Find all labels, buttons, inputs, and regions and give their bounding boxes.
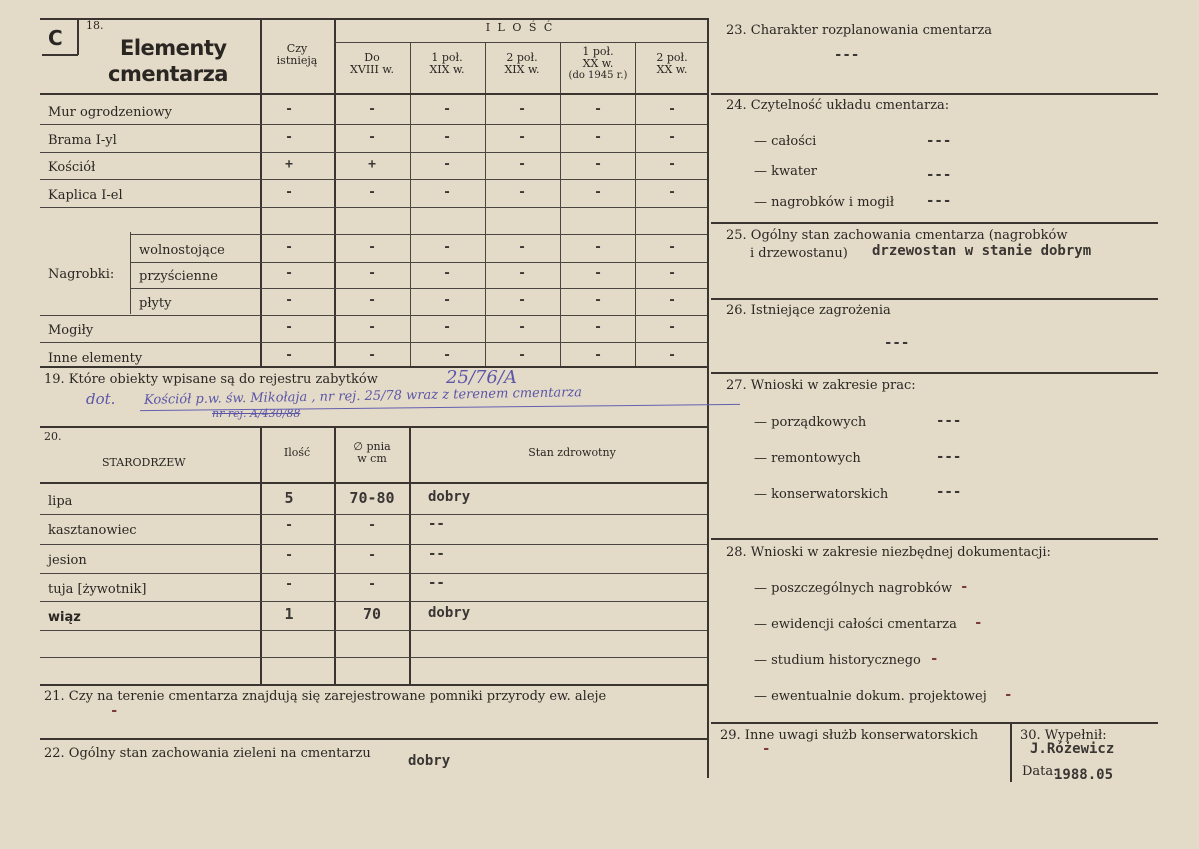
element-cell-value: -: [668, 293, 676, 308]
section-box-line: [77, 20, 79, 55]
element-row-label: Kościół: [48, 160, 96, 175]
element-row-line: [40, 207, 707, 208]
element-row-line: [131, 234, 707, 235]
element-cell-value: -: [285, 293, 293, 308]
element-row-line: [40, 342, 707, 343]
element-row-label: Mogiły: [48, 323, 94, 338]
tree-row-line: [40, 514, 707, 515]
col-line-p2: [410, 43, 411, 366]
element-cell-value: -: [594, 293, 602, 308]
tree-row-label: wiąz: [48, 610, 81, 625]
element-cell-value: -: [518, 130, 526, 145]
tree-diam-value: -: [368, 548, 376, 563]
q24-bottom: [711, 222, 1158, 224]
registry-bottom: [40, 426, 707, 428]
element-cell-value: -: [594, 266, 602, 281]
q24-item-1-value: ---: [926, 133, 952, 149]
q23-bottom: [711, 93, 1158, 95]
element-cell-value: -: [285, 185, 293, 200]
tree-row-label: lipa: [48, 494, 73, 509]
nagrobki-divider: [130, 232, 131, 314]
element-row-label: Kaplica I-el: [48, 188, 123, 203]
element-row-label: wolnostojące: [139, 243, 225, 258]
period-5-l1: 2 poł.: [656, 51, 688, 64]
elements-title-2: cmentarza: [108, 62, 228, 86]
q24-item-2-label: — kwater: [754, 164, 818, 179]
tree-count-value: -: [285, 577, 293, 592]
tree-count-value: 5: [284, 489, 294, 507]
element-row-line: [40, 315, 707, 316]
q24-label: 24. Czytelność układu cmentarza:: [726, 98, 950, 113]
q24-item-1-label: — całości: [754, 134, 817, 149]
q24-item-2-value: ---: [926, 167, 952, 183]
q27-item-2-value: ---: [936, 449, 962, 465]
header-bottom: [40, 93, 707, 95]
element-cell-value: -: [518, 240, 526, 255]
element-cell-value: -: [668, 320, 676, 335]
q21-value: -: [110, 703, 119, 719]
q22-label: 22. Ogólny stan zachowania zieleni na cmentarzu: [44, 746, 371, 761]
element-cell-value: -: [443, 102, 451, 117]
q30-date: 1988.05: [1054, 767, 1114, 783]
q27-label: 27. Wnioski w zakresie prac:: [726, 378, 916, 393]
element-row-label: Brama I-yl: [48, 133, 117, 148]
element-cell-value: -: [285, 240, 293, 255]
q27-item-1-value: ---: [936, 413, 962, 429]
element-row-line: [131, 262, 707, 263]
period-3-l2: XIX w.: [504, 63, 540, 76]
tree-row-line: [40, 544, 707, 545]
element-cell-value: -: [518, 185, 526, 200]
q24-item-3-value: ---: [926, 193, 952, 209]
element-cell-value: -: [285, 130, 293, 145]
q28-item-1-value: -: [960, 579, 969, 595]
element-cell-value: -: [518, 348, 526, 363]
element-cell-value: -: [368, 240, 376, 255]
period-1-l2: XVIII w.: [350, 63, 394, 76]
element-cell-value: +: [368, 157, 376, 172]
trees-col-diam-1: ∅ pnia: [353, 440, 391, 453]
period-3-l1: 2 poł.: [506, 51, 538, 64]
top-border-left: [40, 18, 707, 20]
element-cell-value: -: [368, 130, 376, 145]
element-cell-value: -: [368, 266, 376, 281]
element-row-line: [40, 124, 707, 125]
element-cell-value: -: [594, 130, 602, 145]
registry-hw-prefix: dot.: [86, 390, 116, 408]
period-2-l2: XIX w.: [429, 63, 465, 76]
element-cell-value: -: [594, 348, 602, 363]
trees-header-bottom: [40, 482, 707, 484]
element-cell-value: -: [594, 102, 602, 117]
element-cell-value: -: [518, 102, 526, 117]
period-4-l3: (do 1945 r.): [568, 70, 628, 81]
element-cell-value: -: [368, 293, 376, 308]
q21-bottom: [40, 738, 707, 740]
element-row-line: [40, 179, 707, 180]
q28-bottom: [711, 722, 1158, 724]
q29-label: 29. Inne uwagi służb konserwatorskich: [720, 728, 979, 743]
q27-item-2-label: — remontowych: [754, 451, 861, 466]
q25-value: drzewostan w stanie dobrym: [872, 243, 1092, 259]
q27-item-1-label: — porządkowych: [754, 415, 867, 430]
registry-hw-number: 25/76/A: [446, 367, 517, 388]
registry-label: 19. Które obiekty wpisane są do rejestru zabytków: [44, 372, 378, 387]
tree-health-value: --: [428, 516, 445, 532]
q21-label: 21. Czy na terenie cmentarza znajdują się zarejestrowane pomniki przyrody ew. aleje: [44, 689, 607, 704]
tree-diam-value: -: [368, 518, 376, 533]
tree-row-line: [40, 657, 707, 658]
element-cell-value: -: [518, 293, 526, 308]
tree-row-label: jesion: [48, 553, 87, 568]
element-row-label: Inne elementy: [48, 351, 143, 366]
trees-number: 20.: [44, 430, 62, 443]
element-row-label: Mur ogrodzeniowy: [48, 105, 172, 120]
trees-col-line-3: [409, 428, 411, 684]
tree-diam-value: -: [368, 577, 376, 592]
element-row-line: [40, 152, 707, 153]
tree-count-value: 1: [284, 605, 294, 623]
element-cell-value: -: [668, 157, 676, 172]
tree-health-value: --: [428, 575, 445, 591]
period-4-l2: XX w.: [582, 57, 614, 70]
q27-bottom: [711, 538, 1158, 540]
trees-col-diam-2: w cm: [357, 452, 387, 465]
element-row-label: przyścienne: [139, 269, 218, 284]
element-cell-value: -: [443, 293, 451, 308]
tree-row-label: kasztanowiec: [48, 523, 137, 538]
q28-item-1-label: — poszczególnych nagrobków: [754, 581, 953, 596]
section-letter: C: [48, 26, 63, 50]
q30-label: 30. Wypełnił:: [1020, 728, 1107, 743]
trees-col-line-1: [260, 428, 262, 684]
element-cell-value: -: [443, 157, 451, 172]
q26-value: ---: [884, 335, 910, 351]
trees-title: STARODRZEW: [102, 456, 186, 469]
element-row-label: płyty: [139, 296, 172, 311]
ilosc-label: I L O Ś Ć: [485, 21, 555, 34]
q28-item-4-value: -: [1004, 687, 1013, 703]
element-cell-value: -: [668, 102, 676, 117]
col-line-p4: [560, 43, 561, 366]
period-4-l1: 1 poł.: [582, 45, 614, 58]
trees-col-count: Ilość: [283, 446, 311, 459]
tree-count-value: -: [285, 518, 293, 533]
element-row-line: [131, 288, 707, 289]
element-cell-value: -: [443, 266, 451, 281]
tree-health-value: dobry: [428, 605, 471, 621]
col-line-p5: [635, 43, 636, 366]
q29-q30-divider: [1010, 722, 1012, 782]
element-cell-value: -: [368, 185, 376, 200]
q27-item-3-label: — konserwatorskich: [754, 487, 889, 502]
element-cell-value: -: [443, 240, 451, 255]
element-cell-value: -: [443, 130, 451, 145]
q27-item-3-value: ---: [936, 484, 962, 500]
q24-item-3-label: — nagrobków i mogił: [754, 195, 895, 210]
tree-row-line: [40, 573, 707, 574]
element-cell-value: -: [518, 320, 526, 335]
element-cell-value: -: [285, 102, 293, 117]
q25-line2: i drzewostanu): [750, 246, 848, 261]
tree-diam-value: 70: [362, 605, 382, 623]
tree-health-value: --: [428, 546, 445, 562]
q23-label: 23. Charakter rozplanowania cmentarza: [726, 23, 993, 38]
element-cell-value: -: [668, 266, 676, 281]
trees-col-line-2: [334, 428, 336, 684]
elements-bottom: [40, 366, 707, 368]
q28-label: 28. Wnioski w zakresie niezbędnej dokumentacji:: [726, 545, 1051, 560]
q28-item-3-label: — studium historycznego: [754, 653, 921, 668]
q30-date-label: Data:: [1022, 764, 1058, 779]
q28-item-3-value: -: [930, 651, 939, 667]
element-cell-value: +: [285, 157, 293, 172]
q28-item-2-value: -: [974, 615, 983, 631]
element-cell-value: -: [668, 348, 676, 363]
element-cell-value: -: [285, 320, 293, 335]
tree-row-line: [40, 601, 707, 602]
q23-value: ---: [834, 47, 860, 63]
elements-number: 18.: [86, 19, 104, 32]
col-exists: Czy istnieją: [276, 42, 318, 67]
element-cell-value: -: [594, 185, 602, 200]
element-cell-value: -: [668, 240, 676, 255]
q28-item-4-label: — ewentualnie dokum. projektowej: [754, 689, 987, 704]
q22-value: dobry: [408, 753, 451, 769]
period-1-l1: Do: [364, 51, 380, 64]
section-box-base: [42, 54, 78, 56]
trees-col-health: Stan zdrowotny: [528, 446, 616, 459]
element-cell-value: -: [668, 185, 676, 200]
q25-bottom: [711, 298, 1158, 300]
element-cell-value: -: [368, 102, 376, 117]
registry-hw-line2: nr rej. A/430/88: [212, 407, 301, 420]
element-cell-value: -: [285, 266, 293, 281]
element-cell-value: -: [518, 266, 526, 281]
element-cell-value: -: [668, 130, 676, 145]
q30-name: J.Różewicz: [1030, 741, 1115, 757]
trees-bottom: [40, 684, 707, 686]
element-cell-value: -: [518, 157, 526, 172]
q26-label: 26. Istniejące zagrożenia: [726, 303, 891, 318]
q26-bottom: [711, 372, 1158, 374]
nagrobki-label: Nagrobki:: [48, 267, 115, 282]
tree-row-line: [40, 630, 707, 631]
element-cell-value: -: [368, 320, 376, 335]
element-cell-value: -: [443, 348, 451, 363]
col-line-p3: [485, 43, 486, 366]
q25-line1: 25. Ogólny stan zachowania cmentarza (nagrobków: [726, 228, 1068, 243]
tree-diam-value: 70-80: [349, 489, 395, 507]
center-divider: [707, 18, 709, 778]
period-2-l1: 1 poł.: [431, 51, 463, 64]
element-cell-value: -: [443, 185, 451, 200]
element-cell-value: -: [594, 240, 602, 255]
tree-health-value: dobry: [428, 489, 471, 505]
registry-hw-line1: Kościół p.w. św. Mikołaja , nr rej. 25/78 wraz z terenem cmentarza: [143, 385, 583, 408]
element-cell-value: -: [285, 348, 293, 363]
tree-count-value: -: [285, 548, 293, 563]
element-cell-value: -: [594, 320, 602, 335]
tree-row-label: tuja [żywotnik]: [48, 582, 147, 597]
elements-title-1: Elementy: [120, 36, 227, 60]
q29-value: -: [762, 741, 771, 757]
ilosc-line: [335, 42, 707, 43]
element-cell-value: -: [594, 157, 602, 172]
period-5-l2: XX w.: [656, 63, 688, 76]
element-cell-value: -: [368, 348, 376, 363]
q28-item-2-label: — ewidencji całości cmentarza: [754, 617, 957, 632]
element-cell-value: -: [443, 320, 451, 335]
